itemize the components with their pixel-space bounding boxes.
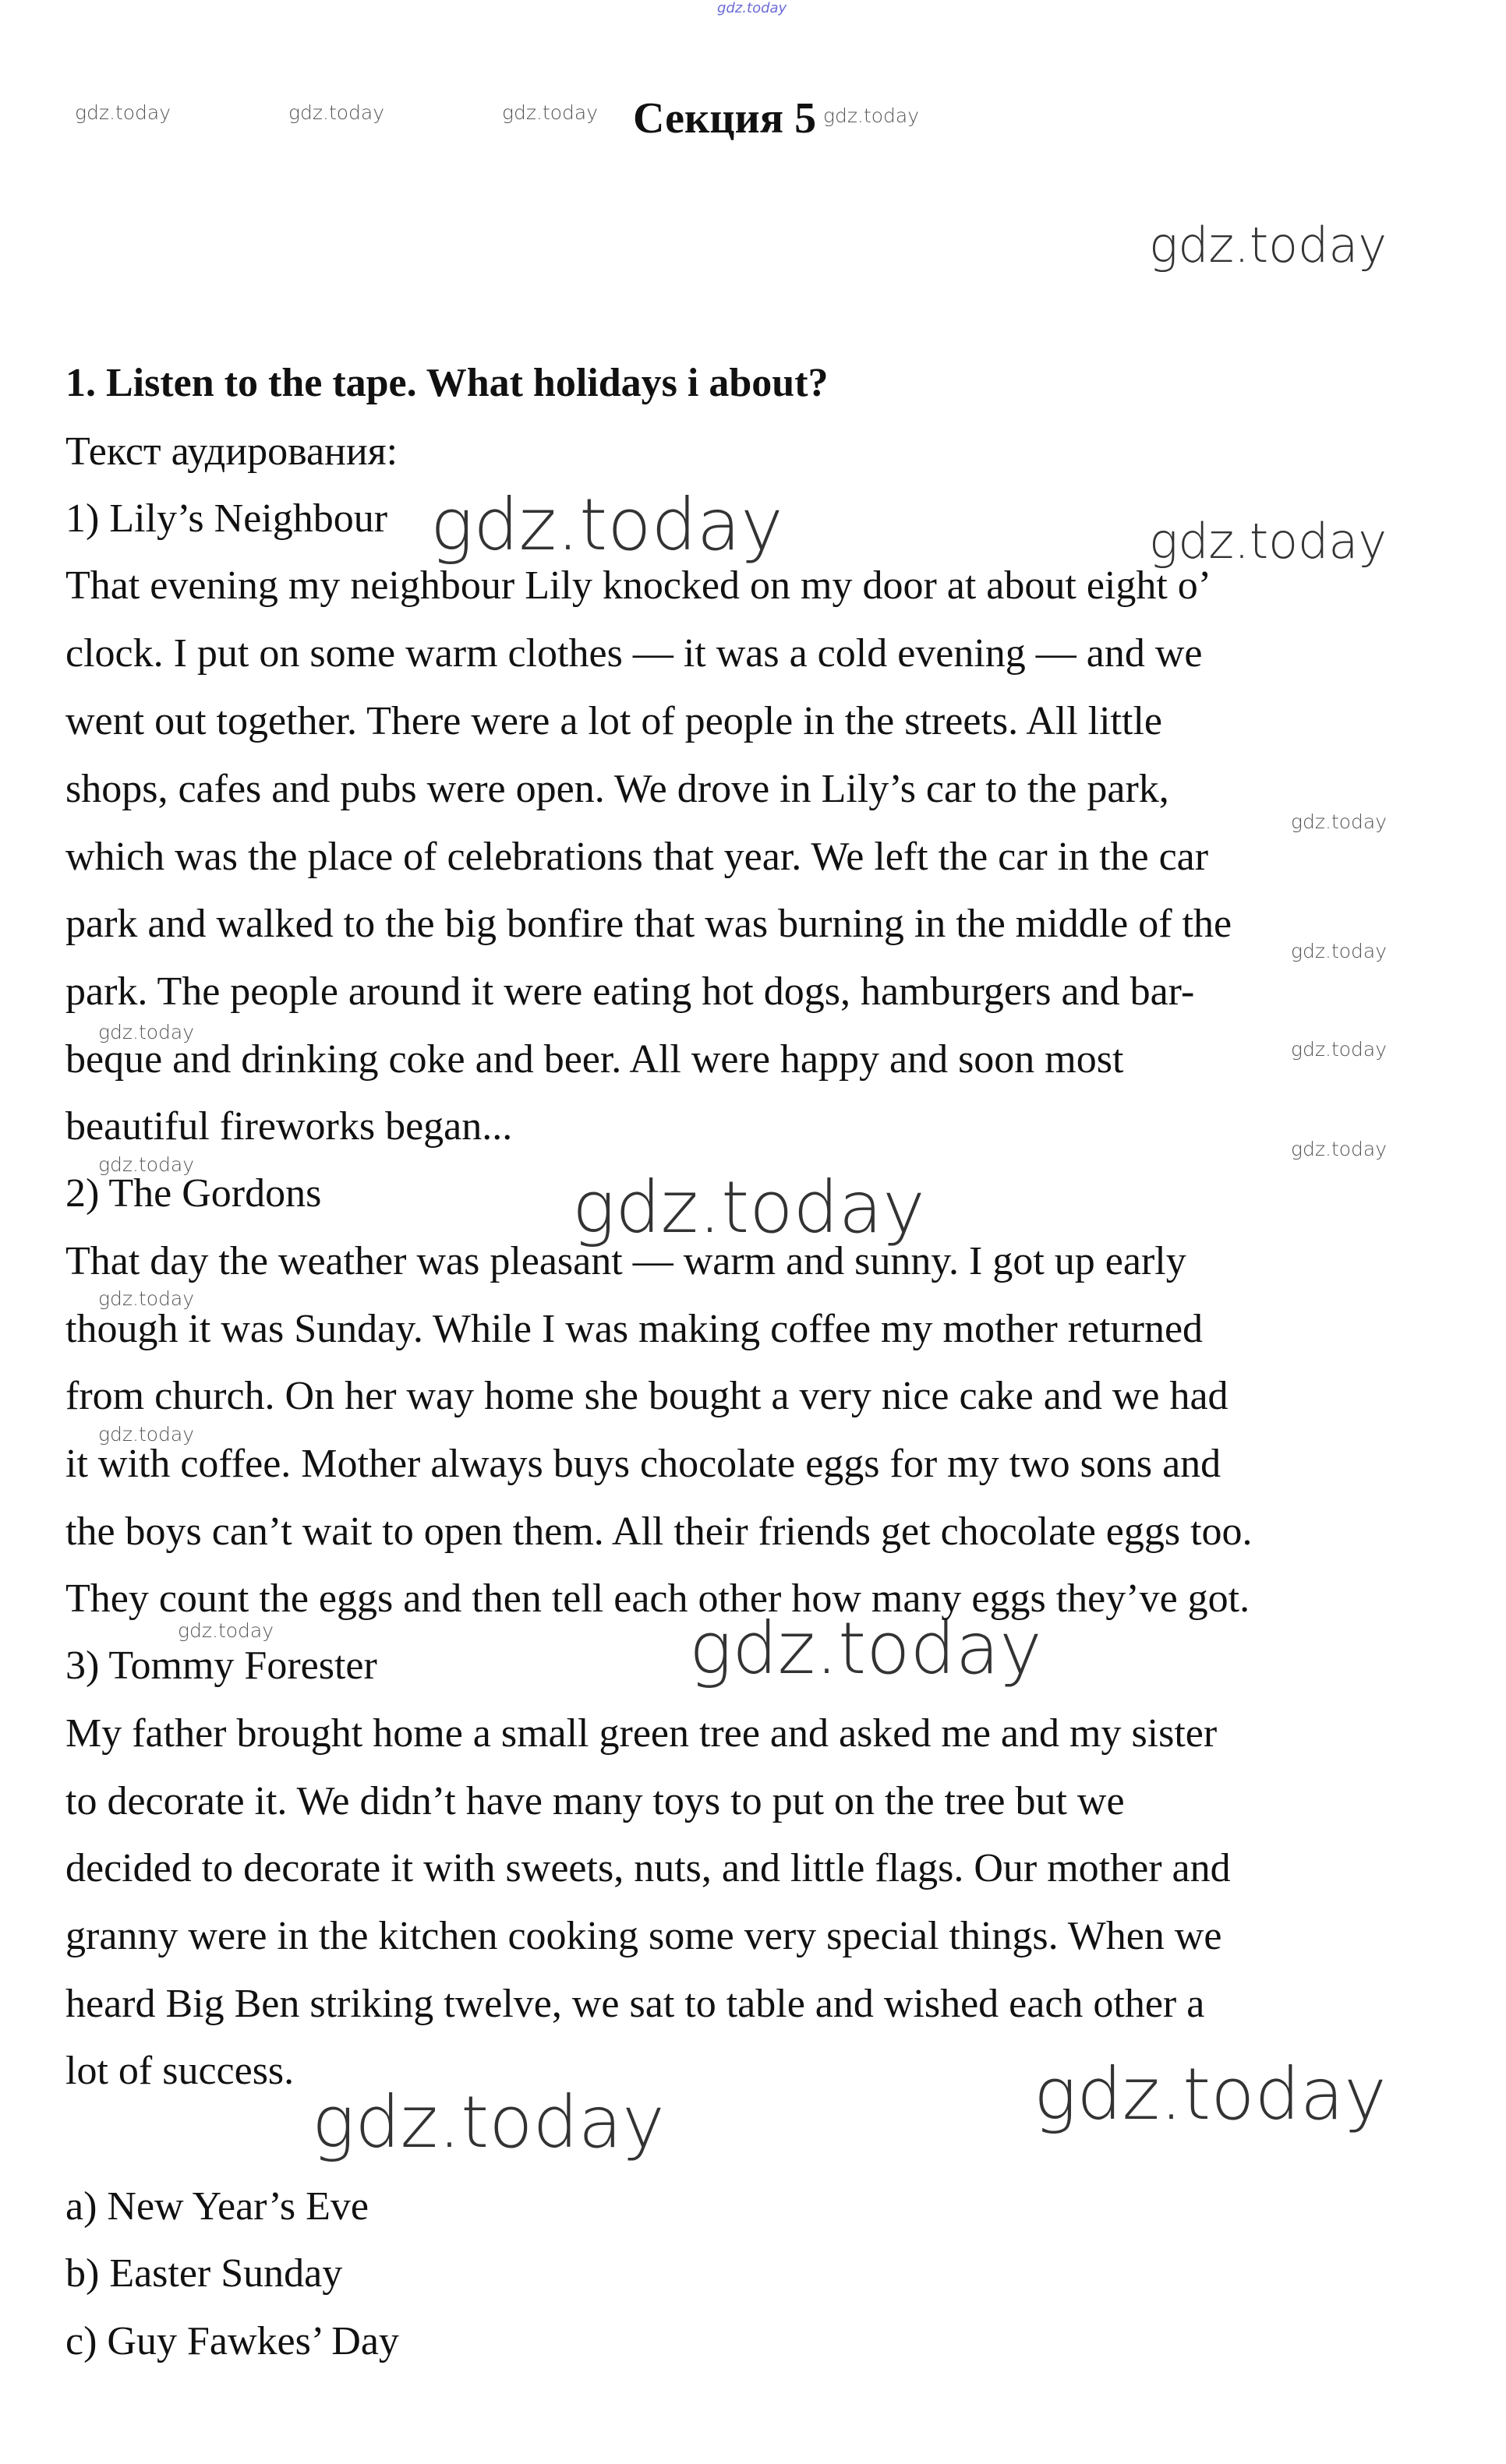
watermark-large: gdz.today <box>572 1166 925 1249</box>
story-line: My father brought home a small green tree and asked me and my sister <box>65 1711 1218 1756</box>
story-line: park and walked to the big bonfire that was burning in the middle of the <box>65 902 1232 946</box>
watermark-large: gdz.today <box>312 2081 665 2164</box>
watermark-large: gdz.today <box>1034 2053 1387 2136</box>
watermark-small: gdz.today <box>98 1287 195 1310</box>
story-line: from church. On her way home she bought a very nice cake and we had <box>65 1374 1228 1418</box>
task-heading: 1. Listen to the tape. What holidays i about? <box>65 361 829 405</box>
story-line: the boys can’t wait to open them. All their friends get chocolate eggs too. <box>65 1509 1253 1554</box>
story-line: clock. I put on some warm clothes — it was a cold evening — and we <box>65 631 1203 676</box>
watermark-small: gdz.today <box>178 1619 274 1642</box>
story-line: though it was Sunday. While I was making coffee my mother returned <box>65 1307 1204 1351</box>
watermark-medium: gdz.today <box>1149 513 1388 570</box>
story-line: That day the weather was pleasant — warm and sunny. I got up early <box>65 1239 1186 1283</box>
watermark-large: gdz.today <box>689 1607 1042 1690</box>
watermark-small: gdz.today <box>502 101 599 124</box>
story-title: 3) Tommy Forester <box>65 1643 377 1688</box>
task-subheading: Текст аудирования: <box>65 429 398 474</box>
section-title: Секция 5 <box>633 94 817 143</box>
watermark-large: gdz.today <box>430 483 783 567</box>
option-c: c) Guy Fawkes’ Day <box>65 2319 399 2363</box>
story-line: which was the place of celebrations that year. We left the car in the car <box>65 835 1209 879</box>
option-b: b) Easter Sunday <box>65 2251 343 2296</box>
watermark-small: gdz.today <box>98 1423 195 1446</box>
story-title: 2) The Gordons <box>65 1171 322 1216</box>
story-line: shops, cafes and pubs were open. We drove in Lily’s car to the park, <box>65 767 1169 811</box>
option-a: a) New Year’s Eve <box>65 2184 369 2229</box>
story-line: beque and drinking coke and beer. All were happy and soon most <box>65 1037 1124 1082</box>
watermark-top: gdz.today <box>717 0 787 16</box>
story-line: They count the eggs and then tell each other how many eggs they’ve got. <box>65 1576 1250 1621</box>
story-line: to decorate it. We didn’t have many toys to put on the tree but we <box>65 1779 1125 1823</box>
watermark-small: gdz.today <box>98 1021 195 1043</box>
story-line: beautiful fireworks began... <box>65 1104 513 1149</box>
story-line: decided to decorate it with sweets, nuts, and little flags. Our mother and <box>65 1846 1231 1890</box>
story-title: 1) Lily’s Neighbour <box>65 496 388 541</box>
watermark-small: gdz.today <box>1291 940 1388 962</box>
story-line: lot of success. <box>65 2049 295 2093</box>
watermark-small: gdz.today <box>823 104 920 127</box>
story-line: park. The people around it were eating hot dogs, hamburgers and bar- <box>65 969 1195 1014</box>
watermark-medium: gdz.today <box>1149 217 1388 274</box>
watermark-small: gdz.today <box>1291 810 1388 833</box>
story-line: went out together. There were a lot of people in the streets. All little <box>65 699 1162 743</box>
watermark-small: gdz.today <box>1291 1038 1388 1061</box>
watermark-small: gdz.today <box>98 1153 195 1176</box>
watermark-small: gdz.today <box>1291 1138 1388 1160</box>
watermark-small: gdz.today <box>75 101 171 124</box>
watermark-small: gdz.today <box>288 101 385 124</box>
story-line: That evening my neighbour Lily knocked on my door at about eight o’ <box>65 563 1212 608</box>
story-line: heard Big Ben striking twelve, we sat to table and wished each other a <box>65 1982 1205 2026</box>
story-line: granny were in the kitchen cooking some very special things. When we <box>65 1914 1222 1958</box>
story-line: it with coffee. Mother always buys chocolate eggs for my two sons and <box>65 1442 1221 1486</box>
